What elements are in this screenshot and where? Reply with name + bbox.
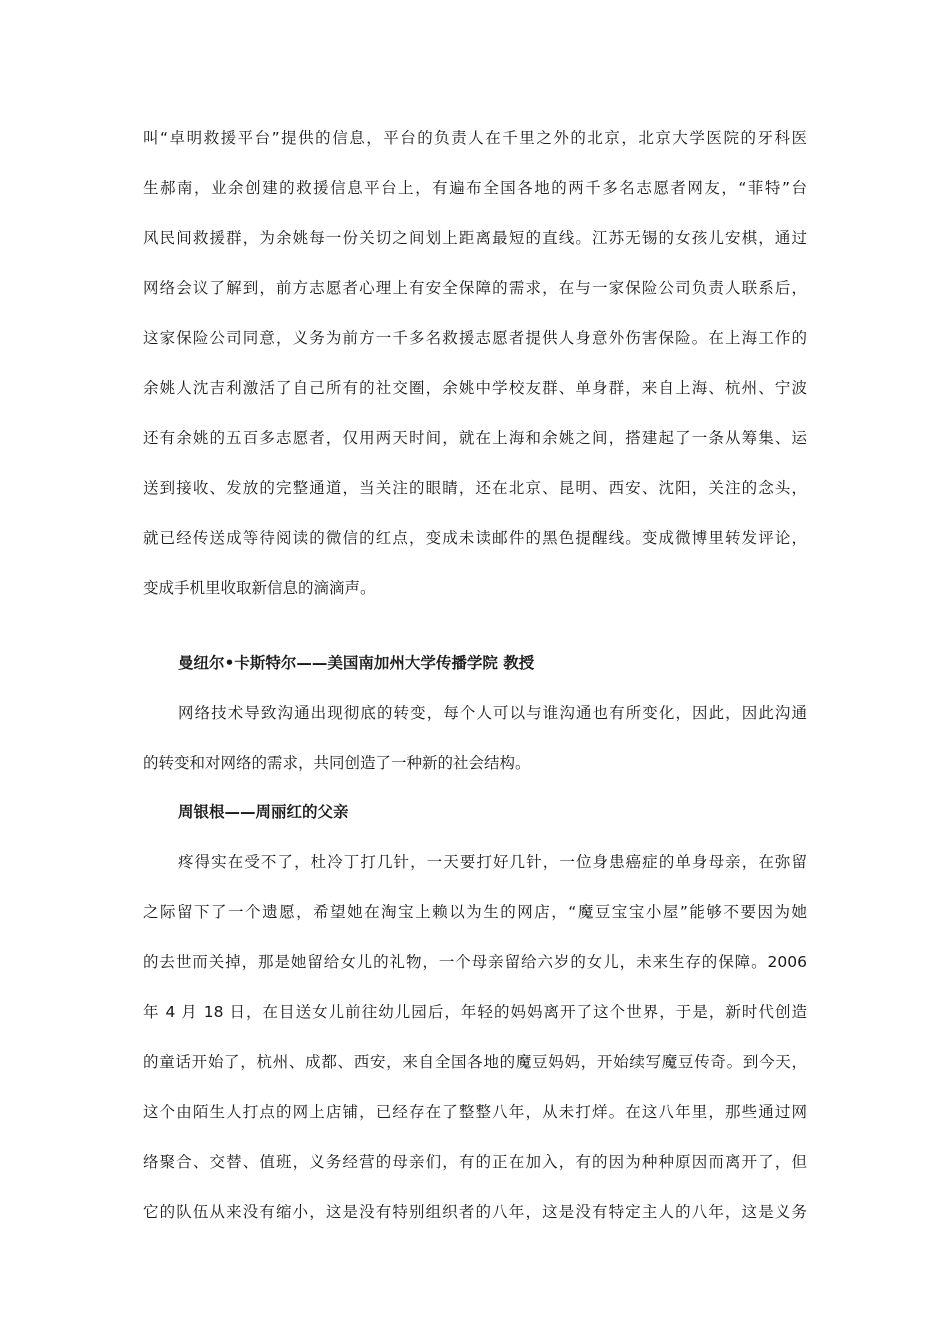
- paragraph-line: 生郝南，业余创建的救援信息平台上，有遍布全国各地的两千多名志愿者网友，“菲特”台: [143, 179, 807, 197]
- paragraph-line: 还有余姚的五百多志愿者，仅用两天时间，就在上海和余姚之间，搭建起了一条从筹集、运: [143, 429, 807, 447]
- paragraph-line: 余姚人沈吉利激活了自己所有的社交圈，余姚中学校友群、单身群，来自上海、杭州、宁波: [143, 379, 807, 397]
- paragraph-line: 变成手机里收取新信息的滴滴声。: [143, 579, 376, 597]
- paragraph-line: 的转变和对网络的需求，共同创造了一种新的社会结构。: [143, 754, 531, 772]
- speaker-heading-castells: 曼纽尔•卡斯特尔——美国南加州大学传播学院 教授: [178, 654, 535, 672]
- paragraph-line: 它的队伍从来没有缩小，这是没有特别组织者的八年，这是没有特定主人的八年，这是义务: [143, 1203, 807, 1221]
- paragraph-line: 风民间救援群，为余姚每一份关切之间划上距离最短的直线。江苏无锡的女孩儿安棋，通过: [143, 229, 807, 247]
- paragraph-line: 的童话开始了，杭州、成都、西安，来自全国各地的魔豆妈妈，开始续写魔豆传奇。到今天，: [143, 1053, 807, 1071]
- paragraph-line: 之际留下了一个遗愿，希望她在淘宝上赖以为生的网店，“魔豆宝宝小屋”能够不要因为她: [143, 903, 807, 921]
- speaker-heading-zhou-yingen: 周银根——周丽红的父亲: [178, 803, 349, 821]
- paragraph-line: 络聚合、交替、值班，义务经营的母亲们，有的正在加入，有的因为种种原因而离开了，但: [143, 1153, 807, 1171]
- paragraph-line: 这家保险公司同意，义务为前方一千多名救援志愿者提供人身意外伤害保险。在上海工作的: [143, 329, 807, 347]
- paragraph-line: 送到接收、发放的完整通道，当关注的眼睛，还在北京、昆明、西安、沈阳，关注的念头，: [143, 479, 807, 497]
- paragraph-line: 网络技术导致沟通出现彻底的转变，每个人可以与谁沟通也有所变化，因此，因此沟通: [178, 704, 807, 722]
- paragraph-line: 就已经传送成等待阅读的微信的红点，变成未读邮件的黑色提醒线。变成微博里转发评论，: [143, 529, 807, 547]
- paragraph-line: 年 4 月 18 日，在目送女儿前往幼儿园后，年轻的妈妈离开了这个世界，于是，新时代创造: [143, 1003, 807, 1021]
- paragraph-line: 网络会议了解到，前方志愿者心理上有安全保障的需求，在与一家保险公司负责人联系后，: [143, 279, 807, 297]
- paragraph-line: 疼得实在受不了，杜冷丁打几针，一天要打好几针，一位身患癌症的单身母亲，在弥留: [178, 853, 807, 871]
- paragraph-line: 的去世而关掉，那是她留给女儿的礼物，一个母亲留给六岁的女儿，未来生存的保障。2006: [143, 953, 807, 971]
- paragraph-line: 叫“卓明救援平台”提供的信息，平台的负责人在千里之外的北京，北京大学医院的牙科医: [143, 129, 807, 147]
- paragraph-line: 这个由陌生人打点的网上店铺，已经存在了整整八年，从未打烊。在这八年里，那些通过网: [143, 1103, 807, 1121]
